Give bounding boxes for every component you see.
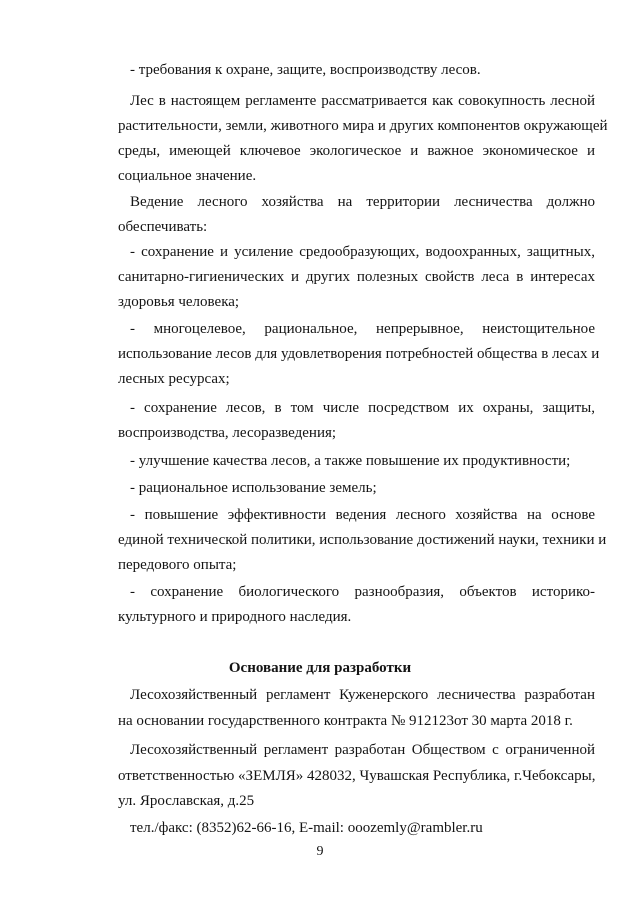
text-line: - сохранение лесов, в том числе посредством их охраны, защиты,	[130, 400, 595, 416]
text-line: ул. Ярославская, д.25	[118, 793, 255, 809]
text-line: здоровья человека;	[118, 294, 240, 310]
text-line: - повышение эффективности ведения лесного хозяйства на основе	[130, 507, 595, 523]
text-line: - улучшение качества лесов, а также повышение их продуктивности;	[130, 453, 571, 469]
text-line: - сохранение биологического разнообразия, объектов историко-	[130, 584, 595, 600]
text-line: социальное значение.	[118, 168, 257, 184]
text-line: - рациональное использование земель;	[130, 480, 377, 496]
text-line: Лес в настоящем регламенте рассматривается как совокупность лесной	[130, 93, 595, 109]
text-line: - многоцелевое, рациональное, непрерывное, неистощительное	[130, 321, 595, 337]
text-line: Ведение лесного хозяйства на территории лесничества должно	[130, 194, 595, 210]
text-line: Лесохозяйственный регламент разработан Обществом с ограниченной	[130, 742, 595, 758]
text-line: Лесохозяйственный регламент Куженерского лесничества разработан	[130, 687, 595, 703]
text-line: - требования к охране, защите, воспроизводству лесов.	[130, 62, 481, 78]
text-line: воспроизводства, лесоразведения;	[118, 425, 337, 441]
text-line: санитарно-гигиенических и других полезных свойств леса в интересах	[118, 269, 595, 285]
text-line: единой технической политики, использование достижений науки, техники и	[118, 532, 607, 548]
page-number: 9	[316, 844, 324, 859]
text-line: на основании государственного контракта № 912123от 30 марта 2018 г.	[118, 713, 573, 729]
text-line: - сохранение и усиление средообразующих, водоохранных, защитных,	[130, 244, 595, 260]
text-line: культурного и природного наследия.	[118, 609, 352, 625]
text-line: лесных ресурсах;	[118, 371, 230, 387]
text-line: ответственностью «ЗЕМЛЯ» 428032, Чувашская Республика, г.Чебоксары,	[118, 768, 596, 784]
text-line: растительности, земли, животного мира и других компонентов окружающей	[118, 118, 608, 134]
section-heading: Основание для разработки	[228, 660, 412, 676]
text-line: передового опыта;	[118, 557, 237, 573]
text-line: тел./факс: (8352)62-66-16, E-mail: ooozemly@rambler.ru	[130, 820, 483, 836]
text-line: обеспечивать:	[118, 219, 208, 235]
text-line: использование лесов для удовлетворения потребностей общества в лесах и	[118, 346, 600, 362]
text-line: среды, имеющей ключевое экологическое и важное экономическое и	[118, 143, 595, 159]
